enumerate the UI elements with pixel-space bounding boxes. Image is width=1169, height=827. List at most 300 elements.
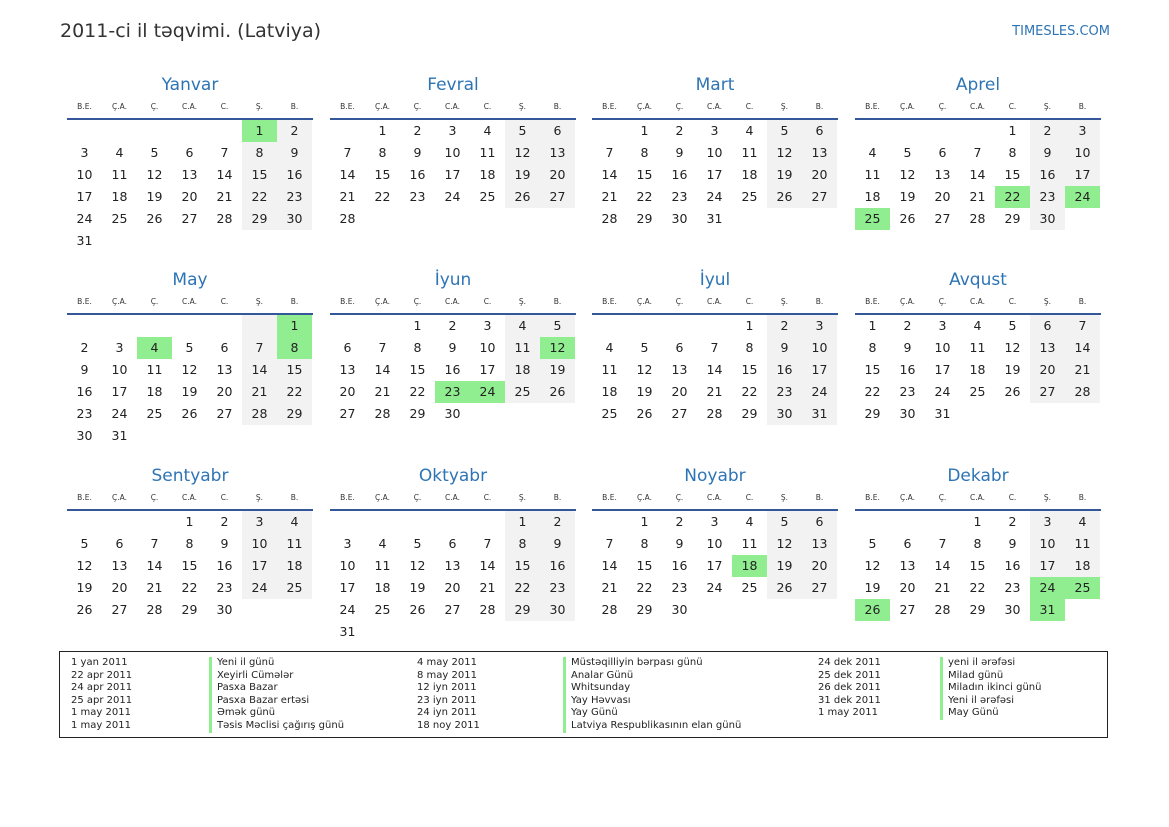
weekday-label: Ç. [675, 297, 684, 306]
day-cell: 23 [216, 580, 233, 595]
weekday-header [592, 489, 838, 511]
weekday-label: B. [815, 297, 824, 306]
day-cell: 8 [640, 536, 649, 551]
empty-cell [925, 120, 960, 142]
day-cell: 28 [706, 406, 723, 421]
day-cell: 18 [741, 167, 758, 182]
holiday-date: 1 may 2011 [71, 719, 131, 731]
holiday-name: Pasxa Bazar ertəsi [217, 694, 310, 706]
holiday-day: 24 [470, 381, 505, 403]
day-cell: 4 [483, 123, 492, 138]
day-cell: 14 [706, 362, 723, 377]
day-cell: 1 [868, 318, 877, 333]
day-cell: 1 [413, 318, 422, 333]
page-title: 2011-ci il təqvimi. (Latviya) [60, 20, 322, 42]
empty-cell [67, 315, 102, 337]
holiday-date: 4 may 2011 [417, 657, 477, 668]
day-cell: 26 [505, 186, 540, 208]
site-link[interactable]: TIMESLES.COM [1012, 24, 1110, 39]
weekday-label: Ş. [1043, 493, 1052, 502]
day-cell: 14 [479, 558, 496, 573]
day-cell: 15 [969, 558, 986, 573]
day-cell: 1 [745, 318, 754, 333]
day-cell: 4 [605, 340, 614, 355]
holiday-date: 25 dek 2011 [818, 669, 881, 681]
day-cell: 20 [671, 384, 688, 399]
weekday-label: Ç.A. [111, 297, 127, 306]
weekday-label: B.E. [340, 493, 355, 502]
day-cell: 3 [938, 318, 947, 333]
day-cell: 17 [1065, 164, 1100, 186]
day-cell: 29 [277, 403, 312, 425]
month-noyabr [592, 465, 838, 621]
day-cell: 14 [601, 558, 618, 573]
day-cell: 28 [934, 602, 951, 617]
weekday-label: Ç. [675, 493, 684, 502]
day-cell: 19 [1004, 362, 1021, 377]
weekday-label: C. [1008, 493, 1017, 502]
legend-dates-column [417, 657, 480, 733]
day-cell: 21 [479, 580, 496, 595]
day-cell: 21 [601, 189, 618, 204]
day-cell: 2 [767, 315, 802, 337]
holiday-legend [59, 651, 1108, 738]
day-cell: 9 [1030, 142, 1065, 164]
weekday-label: C. [483, 297, 492, 306]
month-name: Yanvar [161, 75, 219, 95]
day-cell: 1 [1008, 123, 1017, 138]
empty-cell [137, 315, 172, 337]
holiday-name: Pasxa Bazar [217, 682, 278, 694]
day-cell: 6 [903, 536, 912, 551]
day-cell: 17 [444, 167, 461, 182]
day-cell: 27 [1030, 381, 1065, 403]
day-cell: 6 [802, 120, 837, 142]
day-cell: 22 [636, 189, 653, 204]
day-cell: 24 [706, 580, 723, 595]
day-cell: 29 [1004, 211, 1021, 226]
month-name: Dekabr [947, 466, 1009, 486]
day-cell: 11 [741, 536, 758, 551]
day-cell: 21 [1065, 359, 1100, 381]
day-cell: 6 [675, 340, 684, 355]
weekday-label: Ç.A. [899, 297, 915, 306]
holiday-name: Təsis Məclisi çağırış günü [217, 719, 345, 731]
weekday-header [67, 98, 313, 120]
day-cell: 13 [111, 558, 128, 573]
empty-cell [662, 315, 697, 337]
month-i̇yun [330, 269, 576, 425]
day-cell: 30 [899, 406, 916, 421]
day-grid [330, 120, 576, 230]
weekday-label: B.E. [340, 102, 355, 111]
day-cell: 19 [181, 384, 198, 399]
weekday-label: Ç. [150, 493, 159, 502]
day-cell: 17 [706, 558, 723, 573]
weekday-label: B.E. [602, 493, 617, 502]
weekday-label: Ş. [518, 102, 527, 111]
weekday-label: Ç. [938, 102, 947, 111]
day-cell: 18 [111, 189, 128, 204]
weekday-header [855, 489, 1101, 511]
day-cell: 6 [802, 511, 837, 533]
weekday-label: Ş. [255, 297, 264, 306]
day-cell: 5 [505, 120, 540, 142]
day-cell: 30 [1004, 602, 1021, 617]
month-name: İyun [434, 270, 472, 290]
day-cell: 4 [115, 145, 124, 160]
weekday-label: Ç.A. [374, 102, 390, 111]
day-cell: 2 [540, 511, 575, 533]
holiday-date: 1 yan 2011 [71, 657, 128, 668]
day-cell: 18 [505, 359, 540, 381]
day-cell: 7 [483, 536, 492, 551]
day-cell: 8 [1008, 145, 1017, 160]
day-cell: 20 [216, 384, 233, 399]
weekday-label: B. [290, 102, 299, 111]
month-name: Mart [695, 75, 735, 95]
holiday-day: 25 [1065, 577, 1100, 599]
day-cell: 20 [444, 580, 461, 595]
day-cell: 3 [1065, 120, 1100, 142]
day-cell: 28 [339, 211, 356, 226]
day-cell: 29 [969, 602, 986, 617]
day-cell: 2 [1030, 120, 1065, 142]
weekday-label: Ş. [780, 493, 789, 502]
weekday-header [330, 98, 576, 120]
day-grid [592, 120, 838, 230]
day-cell: 17 [1030, 555, 1065, 577]
holiday-day: 18 [732, 555, 767, 577]
day-cell: 9 [220, 536, 229, 551]
day-cell: 1 [973, 514, 982, 529]
empty-cell [365, 315, 400, 337]
weekday-label: B. [1078, 102, 1087, 111]
day-cell: 2 [675, 123, 684, 138]
day-cell: 3 [242, 511, 277, 533]
day-cell: 13 [216, 362, 233, 377]
holiday-day: 24 [1065, 186, 1100, 208]
day-cell: 27 [181, 211, 198, 226]
holiday-name: Yeni il ərəfəsi [948, 694, 1015, 706]
day-cell: 3 [115, 340, 124, 355]
day-cell: 28 [374, 406, 391, 421]
day-cell: 11 [864, 167, 881, 182]
day-cell: 29 [741, 406, 758, 421]
weekday-label: B. [553, 297, 562, 306]
month-may [67, 269, 313, 447]
day-cell: 20 [802, 555, 837, 577]
weekday-label: C.A. [181, 493, 197, 502]
day-cell: 9 [277, 142, 312, 164]
day-cell: 15 [242, 164, 277, 186]
day-cell: 17 [242, 555, 277, 577]
weekday-header [855, 98, 1101, 120]
weekday-label: C.A. [706, 102, 722, 111]
day-cell: 8 [973, 536, 982, 551]
day-cell: 15 [374, 167, 391, 182]
weekday-label: Ş. [780, 297, 789, 306]
day-cell: 7 [710, 340, 719, 355]
day-cell: 28 [242, 403, 277, 425]
day-grid [855, 511, 1101, 621]
holiday-name: yeni il ərəfəsi [948, 657, 1016, 668]
day-cell: 17 [76, 189, 93, 204]
weekday-label: B.E. [865, 102, 880, 111]
day-cell: 29 [505, 599, 540, 621]
day-cell: 12 [76, 558, 93, 573]
day-cell: 29 [181, 602, 198, 617]
legend-dates-column [71, 657, 132, 733]
weekday-label: C. [1008, 297, 1017, 306]
day-cell: 22 [181, 580, 198, 595]
day-cell: 11 [111, 167, 128, 182]
day-cell: 27 [339, 406, 356, 421]
holiday-date: 8 may 2011 [417, 669, 477, 681]
month-aprel [855, 74, 1101, 230]
day-cell: 5 [868, 536, 877, 551]
month-avqust [855, 269, 1101, 425]
holiday-day: 12 [540, 337, 575, 359]
day-cell: 15 [409, 362, 426, 377]
day-cell: 22 [969, 580, 986, 595]
weekday-label: Ç. [150, 102, 159, 111]
day-cell: 9 [767, 337, 802, 359]
weekday-label: C.A. [444, 102, 460, 111]
day-cell: 26 [767, 577, 802, 599]
weekday-label: C. [745, 493, 754, 502]
day-cell: 3 [483, 318, 492, 333]
day-cell: 10 [1065, 142, 1100, 164]
weekday-label: Ç. [413, 493, 422, 502]
day-cell: 4 [868, 145, 877, 160]
weekday-label: Ç.A. [899, 493, 915, 502]
day-cell: 18 [969, 362, 986, 377]
weekday-label: C. [220, 493, 229, 502]
day-cell: 1 [640, 123, 649, 138]
day-cell: 30 [671, 602, 688, 617]
empty-cell [330, 511, 365, 533]
holiday-date: 24 iyn 2011 [417, 707, 477, 719]
empty-cell [330, 120, 365, 142]
holiday-day: 25 [855, 208, 890, 230]
day-cell: 2 [448, 318, 457, 333]
day-cell: 19 [540, 359, 575, 381]
day-cell: 23 [671, 189, 688, 204]
day-cell: 22 [409, 384, 426, 399]
weekday-label: Ş. [255, 493, 264, 502]
day-cell: 25 [374, 602, 391, 617]
weekday-label: B. [815, 493, 824, 502]
day-cell: 8 [413, 340, 422, 355]
holiday-day: 8 [277, 337, 312, 359]
day-cell: 28 [601, 211, 618, 226]
legend-names-column [209, 657, 344, 733]
weekday-label: B. [290, 493, 299, 502]
empty-cell [137, 511, 172, 533]
empty-cell [890, 511, 925, 533]
day-cell: 13 [899, 558, 916, 573]
day-cell: 8 [185, 536, 194, 551]
holiday-day: 23 [435, 381, 470, 403]
day-cell: 5 [1008, 318, 1017, 333]
holiday-name: May Günü [948, 707, 999, 719]
day-cell: 28 [146, 602, 163, 617]
day-cell: 22 [636, 580, 653, 595]
day-cell: 7 [220, 145, 229, 160]
month-sentyabr [67, 465, 313, 621]
holiday-name: Xeyirli Cümələr [217, 669, 294, 681]
day-grid [67, 315, 313, 447]
empty-cell [627, 315, 662, 337]
holiday-name: Yay Həvvası [571, 694, 631, 706]
weekday-label: Ş. [780, 102, 789, 111]
day-cell: 26 [409, 602, 426, 617]
day-cell: 29 [636, 602, 653, 617]
day-cell: 5 [80, 536, 89, 551]
day-cell: 10 [706, 536, 723, 551]
weekday-label: C.A. [444, 493, 460, 502]
day-cell: 4 [745, 514, 754, 529]
weekday-label: B. [1078, 297, 1087, 306]
empty-cell [592, 315, 627, 337]
day-cell: 23 [540, 577, 575, 599]
day-cell: 18 [374, 580, 391, 595]
day-cell: 12 [505, 142, 540, 164]
empty-cell [925, 511, 960, 533]
empty-cell [102, 511, 137, 533]
holiday-day: 22 [995, 186, 1030, 208]
weekday-label: C. [220, 297, 229, 306]
day-cell: 4 [745, 123, 754, 138]
day-cell: 29 [242, 208, 277, 230]
day-cell: 23 [277, 186, 312, 208]
day-cell: 3 [343, 536, 352, 551]
weekday-label: Ş. [518, 493, 527, 502]
day-cell: 17 [706, 167, 723, 182]
weekday-label: B.E. [865, 297, 880, 306]
day-cell: 25 [479, 189, 496, 204]
day-cell: 1 [640, 514, 649, 529]
day-cell: 18 [277, 555, 312, 577]
day-cell: 13 [802, 533, 837, 555]
day-cell: 6 [220, 340, 229, 355]
day-cell: 19 [76, 580, 93, 595]
day-cell: 26 [636, 406, 653, 421]
day-cell: 25 [505, 381, 540, 403]
month-name: Noyabr [684, 466, 746, 486]
day-cell: 19 [767, 164, 802, 186]
day-cell: 12 [767, 142, 802, 164]
day-cell: 19 [409, 580, 426, 595]
weekday-label: B. [553, 102, 562, 111]
day-cell: 20 [1030, 359, 1065, 381]
day-cell: 19 [505, 164, 540, 186]
empty-cell [697, 315, 732, 337]
weekday-label: C.A. [969, 493, 985, 502]
day-cell: 5 [767, 511, 802, 533]
day-cell: 18 [479, 167, 496, 182]
weekday-label: C.A. [706, 297, 722, 306]
holiday-name: Analar Günü [571, 669, 634, 681]
empty-cell [207, 315, 242, 337]
day-cell: 14 [601, 167, 618, 182]
day-cell: 8 [505, 533, 540, 555]
holiday-name: Əmək günü [217, 707, 276, 719]
day-cell: 11 [146, 362, 163, 377]
holiday-date: 1 may 2011 [818, 707, 878, 719]
day-cell: 22 [741, 384, 758, 399]
weekday-label: Ç.A. [374, 297, 390, 306]
day-cell: 8 [242, 142, 277, 164]
day-cell: 9 [903, 340, 912, 355]
day-cell: 6 [448, 536, 457, 551]
weekday-header [67, 293, 313, 315]
day-cell: 4 [277, 511, 312, 533]
day-cell: 2 [903, 318, 912, 333]
day-cell: 15 [1004, 167, 1021, 182]
day-cell: 2 [220, 514, 229, 529]
empty-cell [172, 315, 207, 337]
day-cell: 26 [540, 381, 575, 403]
day-cell: 31 [111, 428, 128, 443]
day-cell: 21 [146, 580, 163, 595]
day-cell: 18 [1065, 555, 1100, 577]
weekday-label: B.E. [602, 102, 617, 111]
day-cell: 31 [802, 403, 837, 425]
day-cell: 13 [339, 362, 356, 377]
day-cell: 15 [181, 558, 198, 573]
day-cell: 20 [934, 189, 951, 204]
day-cell: 26 [76, 602, 93, 617]
day-cell: 27 [111, 602, 128, 617]
weekday-label: B.E. [77, 102, 92, 111]
day-cell: 8 [745, 340, 754, 355]
day-grid [67, 120, 313, 252]
weekday-label: Ç. [413, 297, 422, 306]
day-cell: 18 [864, 189, 881, 204]
day-cell: 20 [181, 189, 198, 204]
day-grid [592, 315, 838, 425]
day-cell: 22 [374, 189, 391, 204]
day-cell: 9 [675, 145, 684, 160]
day-cell: 11 [374, 558, 391, 573]
day-cell: 3 [710, 514, 719, 529]
day-cell: 16 [444, 362, 461, 377]
holiday-name: Milad günü [948, 669, 1004, 681]
day-cell: 30 [444, 406, 461, 421]
weekday-header [330, 293, 576, 315]
day-cell: 18 [146, 384, 163, 399]
day-cell: 7 [378, 340, 387, 355]
holiday-date: 18 noy 2011 [417, 719, 480, 731]
month-name: Oktyabr [418, 466, 488, 486]
day-cell: 15 [741, 362, 758, 377]
weekday-header [592, 98, 838, 120]
day-cell: 13 [181, 167, 198, 182]
day-cell: 24 [339, 602, 356, 617]
day-cell: 16 [1030, 164, 1065, 186]
day-cell: 6 [115, 536, 124, 551]
day-cell: 24 [802, 381, 837, 403]
day-cell: 4 [505, 315, 540, 337]
holiday-name: Whitsunday [571, 682, 631, 694]
day-cell: 12 [1004, 340, 1021, 355]
weekday-label: C.A. [444, 297, 460, 306]
day-cell: 30 [671, 211, 688, 226]
day-cell: 5 [413, 536, 422, 551]
holiday-date: 22 apr 2011 [71, 669, 133, 681]
